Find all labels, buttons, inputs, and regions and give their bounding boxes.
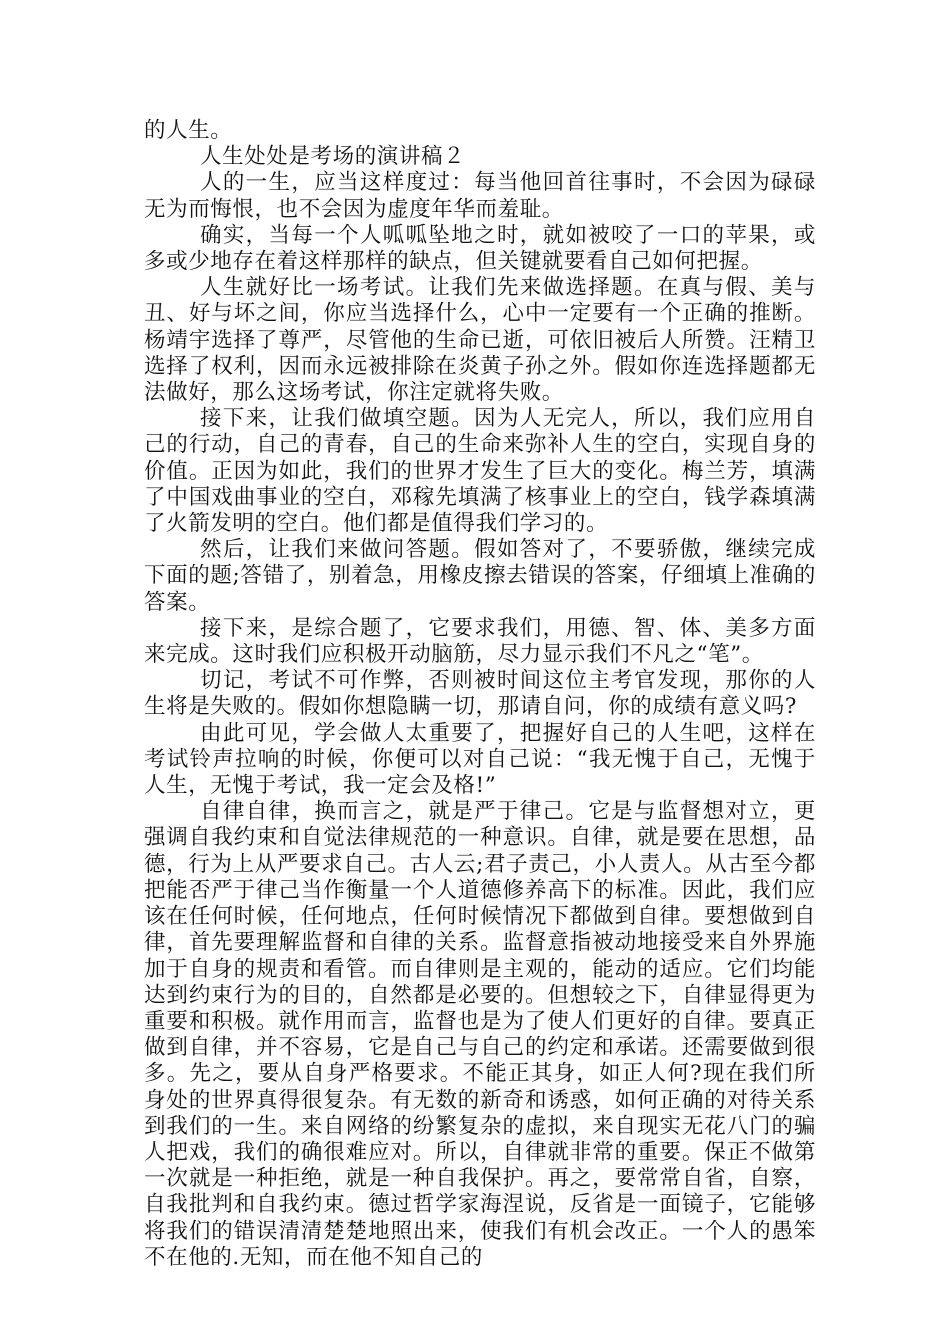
paragraph: 确实，当每一个人呱呱坠地之时，就如被咬了一口的苹果，或多或少地存在着这样那样的缺点，但关键就要看自己如何把握。	[144, 222, 816, 275]
lead-line: 的人生。	[144, 118, 233, 143]
paragraph: 自律自律，换而言之，就是严于律己。它是与监督想对立，更强调自我约束和自觉法律规范的一种意识。自律，就是要在思想，品德，行为上从严要求自己。古人云;君子责己，小人责人。从古至今都把能否严于律己当作衡量一个人道德修养高下的标准。因此，我们应该在任何时候，任何地点，任何时候情况下都做到自律。要想做到自律，首先要理解监督和自律的关系。监督意指被动地接受来自外界施加于自身的规责和看管。而自律则是主观的，能动的适应。它们均能达到约束行为的目的，自然都是必要的。但想较之下，自律显得更为重要和积极。就作用而言，监督也是为了使人们更好的自律。要真正做到自律，并不容易，它是自己与自己的约定和承诺。还需要做到很多。先之，要从自身严格要求。不能正其身，如正人何?现在我们所身处的世界真得很复杂。有无数的新奇和诱惑，如何正确的对待关系到我们的一生。来自网络的纷繁复杂的虚拟，来自现实无花八门的骗人把戏，我们的确很难应对。所以，自律就非常的重要。保正不做第一次就是一种拒绝，就是一种自我保护。再之，要常常自省，自察，自我批判和自我约束。德过哲学家海涅说，反省是一面镜子，它能够将我们的错误清清楚楚地照出来，使我们有机会改正。一个人的愚笨不在他的.无知，而在他不知自己的	[144, 799, 816, 1270]
paragraph: 切记，考试不可作弊，否则被时间这位主考官发现，那你的人生将是失败的。假如你想隐瞒一切，那请自问，你的成绩有意义吗?	[144, 668, 816, 720]
paragraph: 接下来，是综合题了，它要求我们，用德、智、体、美多方面来完成。这时我们应积极开动脑筋，尽力显示我们不凡之“笔”。	[144, 615, 816, 668]
speech-title: 人生处处是考场的演讲稿２	[200, 144, 466, 170]
paragraph: 接下来，让我们做填空题。因为人无完人，所以，我们应用自己的行动，自己的青春，自己的生命来弥补人生的空白，实现自身的价值。正因为如此，我们的世界才发生了巨大的变化。梅兰芳，填满了中国戏曲事业的空白，邓稼先填满了核事业上的空白，钱学森填满了火箭发明的空白。他们都是值得我们学习的。	[144, 406, 816, 537]
paragraph: 人生就好比一场考试。让我们先来做选择题。在真与假、美与丑、好与坏之间，你应当选择什么，心中一定要有一个正确的推断。杨靖宇选择了尊严，尽管他的生命已逝，可依旧被后人所赞。汪精卫选择了权利，因而永远被排除在炎黄子孙之外。假如你连选择题都无法做好，那么这场考试，你注定就将失败。	[144, 275, 816, 406]
document-body	[144, 118, 816, 1271]
paragraph: 人的一生，应当这样度过：每当他回首往事时，不会因为碌碌无为而悔恨，也不会因为虚度年华而羞耻。	[144, 170, 816, 222]
paragraph: 然后，让我们来做问答题。假如答对了，不要骄傲，继续完成下面的题;答错了，别着急，用橡皮擦去错误的答案，仔细填上准确的答案。	[144, 537, 816, 615]
paragraph: 由此可见，学会做人太重要了，把握好自己的人生吧，这样在考试铃声拉响的时候，你便可以对自己说：“我无愧于自己，无愧于人生，无愧于考试，我一定会及格!”	[144, 720, 816, 799]
